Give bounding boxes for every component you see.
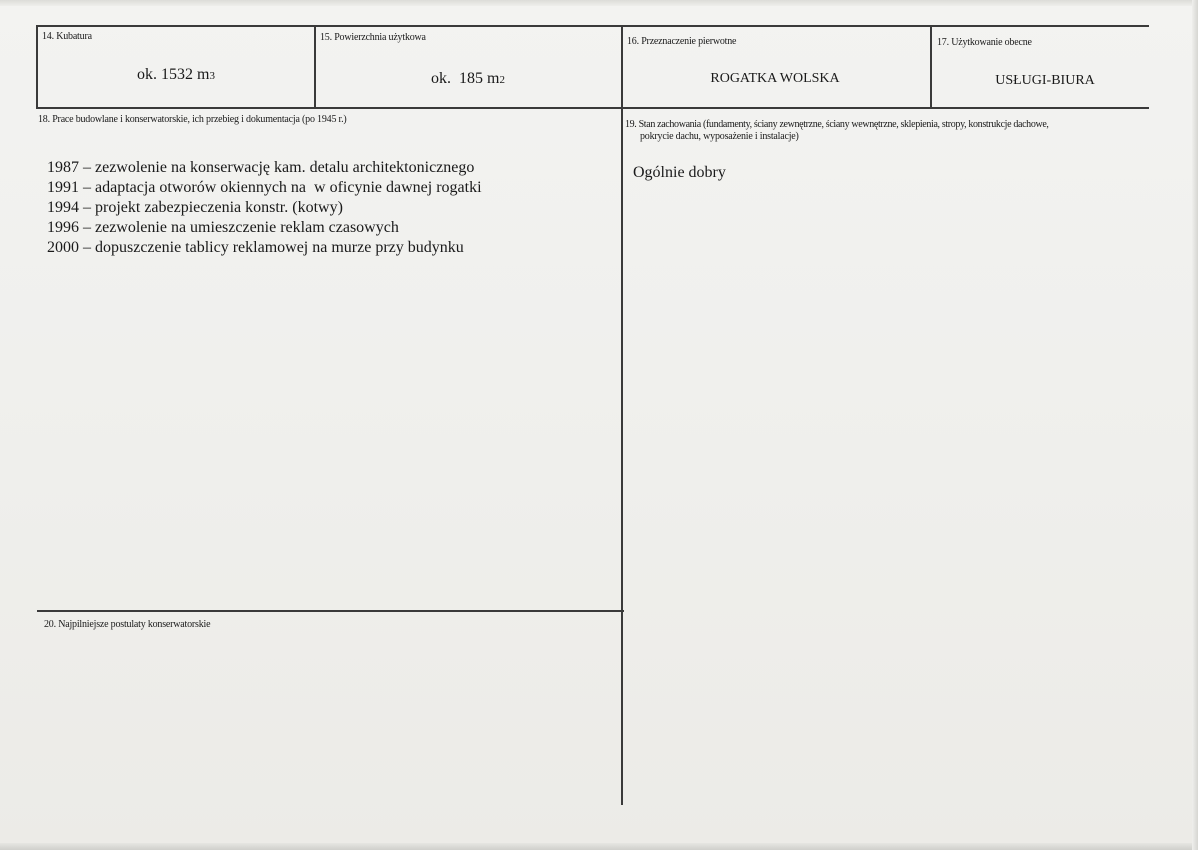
prace-entry: 1987 – zezwolenie na konserwację kam. detalu architektonicznego: [47, 159, 475, 176]
divider-16-17-line: [930, 25, 932, 109]
kubatura-unit: 3: [209, 70, 215, 82]
stan-label-line2: pokrycie dachu, wyposażenie i instalacje): [640, 131, 799, 142]
left-border-line: [36, 25, 38, 109]
center-divider-line: [621, 25, 623, 805]
prace-entries-list: [47, 158, 482, 258]
scan-edge-bottom: [0, 843, 1198, 850]
prace-entry: 2000 – dopuszczenie tablicy reklamowej na murze przy budynku: [47, 239, 464, 256]
row-divider-line: [37, 107, 1149, 109]
powierzchnia-value: [318, 70, 618, 88]
kubatura-value-text: ok. 1532 m: [137, 66, 210, 83]
prace-entry: 1991 – adaptacja otworów okiennych na w oficynie dawnej rogatki: [47, 179, 482, 196]
stan-value: Ogólnie dobry: [633, 164, 726, 181]
powierzchnia-value-text: ok. 185 m: [431, 70, 500, 87]
section-18-20-divider-line: [37, 610, 624, 612]
kubatura-label: 14. Kubatura: [42, 31, 92, 42]
kubatura-value: [40, 66, 312, 84]
uzytkowanie-label: 17. Użytkowanie obecne: [937, 37, 1032, 48]
scan-edge-top: [0, 0, 1198, 6]
divider-14-15-line: [314, 25, 316, 109]
prace-entry: 1994 – projekt zabezpieczenia konstr. (kotwy): [47, 199, 343, 216]
top-border-line: [37, 25, 1149, 27]
przeznaczenie-label: 16. Przeznaczenie pierwotne: [627, 36, 737, 47]
postulaty-label: 20. Najpilniejsze postulaty konserwatorskie: [44, 619, 211, 630]
scan-edge-right: [1192, 0, 1198, 850]
powierzchnia-unit: 2: [499, 74, 505, 86]
powierzchnia-label: 15. Powierzchnia użytkowa: [320, 32, 426, 43]
prace-label: 18. Prace budowlane i konserwatorskie, ich przebieg i dokumentacja (po 1945 r.): [38, 114, 347, 125]
stan-label-line1: 19. Stan zachowania (fundamenty, ściany zewnętrzne, ściany wewnętrzne, sklepienia, stropy, konstrukcje dachowe,: [625, 119, 1049, 130]
uzytkowanie-value: USŁUGI-BIURA: [995, 73, 1095, 88]
przeznaczenie-value: ROGATKA WOLSKA: [710, 71, 840, 86]
prace-entry: 1996 – zezwolenie na umieszczenie reklam czasowych: [47, 219, 399, 236]
